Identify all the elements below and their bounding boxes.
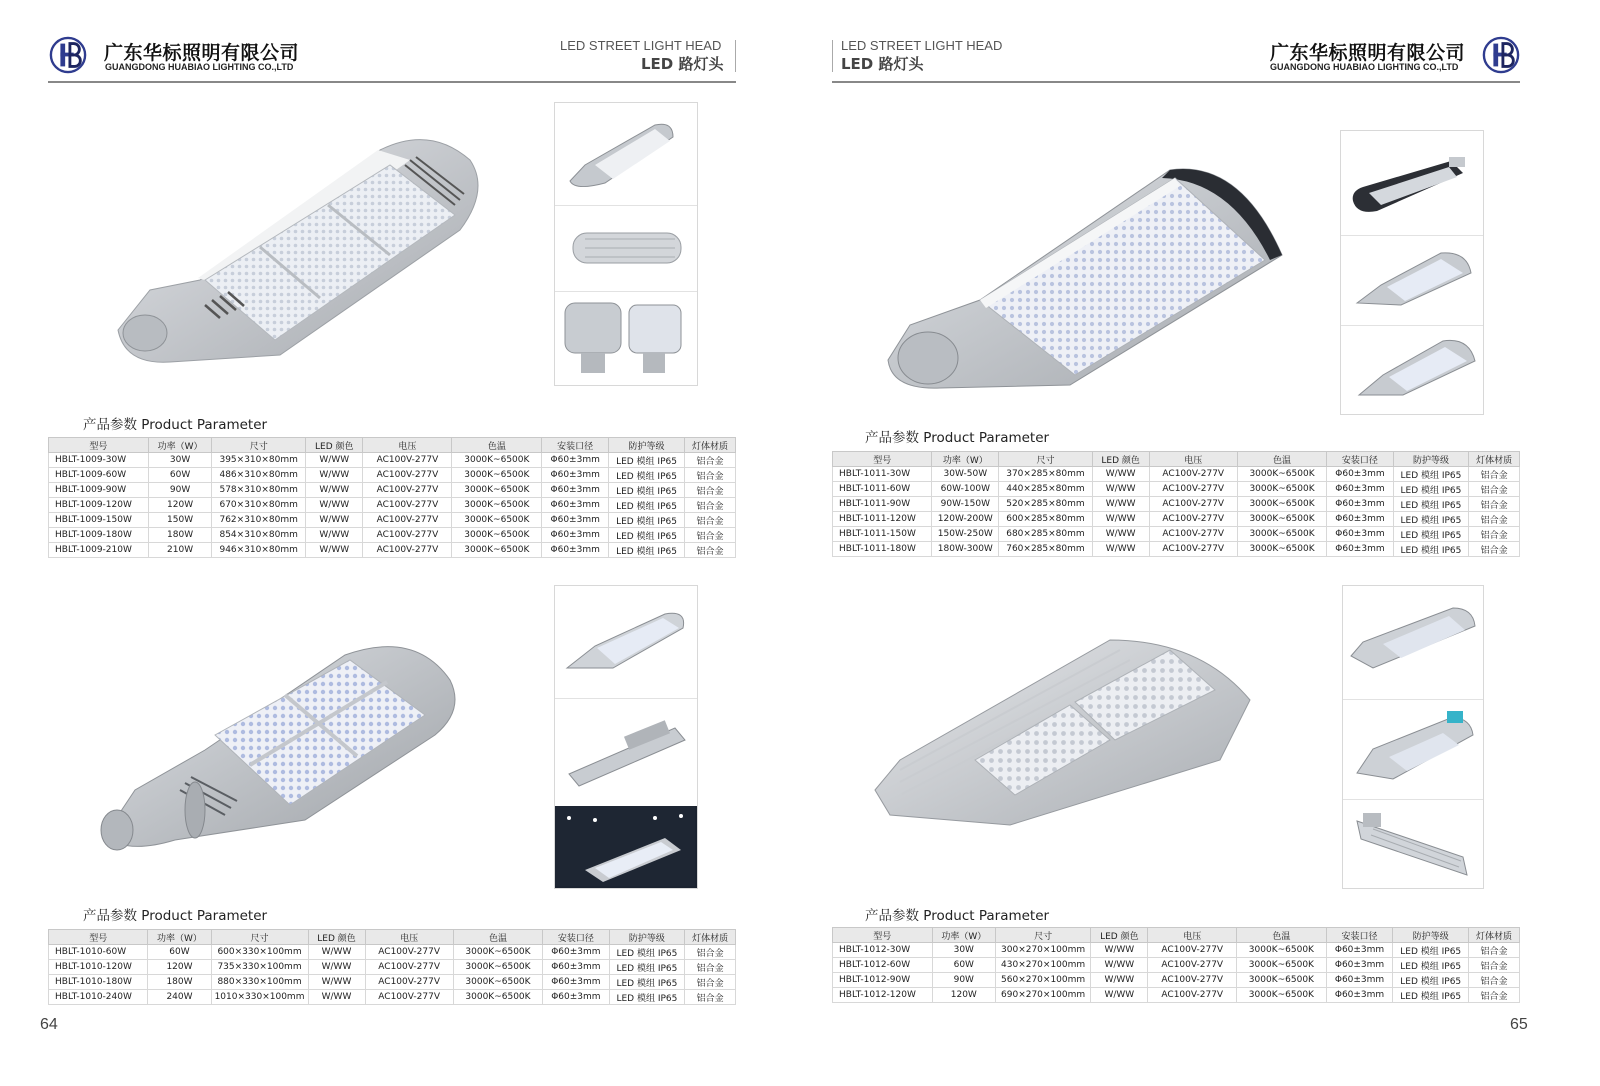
table-row: [49, 975, 736, 990]
table-header-cell: 尺寸: [212, 438, 306, 453]
table-header-cell: LED 颜色: [1092, 452, 1149, 467]
table-cell: HBLT-1011-150W: [833, 527, 932, 542]
table-cell: 3000K~6500K: [1237, 512, 1326, 527]
table-cell: HBLT-1010-120W: [49, 960, 148, 975]
table-cell: HBLT-1009-30W: [49, 453, 149, 468]
spec-table-hblt1012: [832, 927, 1520, 1003]
table-header-cell: 灯体材质: [1469, 452, 1520, 467]
table-header-cell: 安装口径: [1327, 452, 1393, 467]
company-name-cn: 广东华标照明有限公司: [1270, 42, 1466, 64]
table-cell: 3000K~6500K: [452, 483, 542, 498]
section-title-hblt1009: 产品参数 Product Parameter: [83, 417, 268, 433]
company-logo-icon: [1482, 36, 1520, 74]
table-cell: LED 模组 IP65: [609, 990, 685, 1005]
spec-table-hblt1011: [832, 451, 1520, 557]
thumbnail: [1343, 699, 1483, 800]
thumbnail-night-scene: [555, 806, 697, 888]
category-title-cn: LED 路灯头: [641, 55, 724, 73]
section-title-hblt1012: 产品参数 Product Parameter: [865, 908, 1050, 924]
table-cell: HBLT-1012-120W: [833, 988, 933, 1003]
table-cell: 120W: [148, 960, 211, 975]
table-cell: LED 模组 IP65: [1393, 542, 1469, 557]
table-header-cell: 灯体材质: [1469, 928, 1520, 943]
table-row: [49, 960, 736, 975]
table-cell: 3000K~6500K: [452, 468, 542, 483]
thumbnail: [1343, 799, 1483, 888]
table-cell: 铝合金: [684, 513, 735, 528]
thumbnail-strip-hblt1011: [1340, 130, 1484, 415]
table-header-cell: 尺寸: [995, 928, 1090, 943]
table-row: [49, 453, 736, 468]
table-cell: 370×285×80mm: [999, 467, 1092, 482]
table-cell: Φ60±3mm: [542, 468, 609, 483]
table-cell: LED 模组 IP65: [1393, 482, 1469, 497]
table-cell: W/WW: [1092, 467, 1149, 482]
table-cell: W/WW: [1091, 988, 1148, 1003]
table-cell: Φ60±3mm: [542, 483, 609, 498]
table-cell: 60W: [148, 468, 212, 483]
table-row: [833, 943, 1520, 958]
table-cell: 3000K~6500K: [1237, 527, 1326, 542]
spec-table-hblt1010: [48, 929, 736, 1005]
table-cell: 60W-100W: [932, 482, 999, 497]
table-header-row: [833, 928, 1520, 943]
thumbnail: [1341, 131, 1483, 236]
table-cell: 600×285×80mm: [999, 512, 1092, 527]
table-cell: AC100V-277V: [1149, 467, 1237, 482]
table-cell: Φ60±3mm: [1327, 482, 1393, 497]
company-name-en: GUANGDONG HUABIAO LIGHTING CO.,LTD: [1270, 62, 1459, 72]
table-cell: Φ60±3mm: [1327, 512, 1393, 527]
table-cell: 578×310×80mm: [212, 483, 306, 498]
table-cell: 铝合金: [685, 990, 736, 1005]
table-cell: 3000K~6500K: [452, 543, 542, 558]
table-row: [833, 482, 1520, 497]
table-cell: 430×270×100mm: [995, 958, 1090, 973]
table-cell: 180W: [148, 975, 211, 990]
table-cell: HBLT-1011-30W: [833, 467, 932, 482]
table-cell: 铝合金: [1469, 467, 1520, 482]
table-cell: HBLT-1010-240W: [49, 990, 148, 1005]
table-cell: LED 模组 IP65: [1393, 497, 1469, 512]
table-cell: 铝合金: [1469, 497, 1520, 512]
table-header-cell: 色温: [1237, 452, 1326, 467]
thumbnail: [555, 291, 697, 385]
table-cell: W/WW: [1091, 973, 1148, 988]
table-cell: Φ60±3mm: [542, 513, 609, 528]
table-cell: 880×330×100mm: [211, 975, 308, 990]
table-cell: HBLT-1010-60W: [49, 945, 148, 960]
thumbnail: [555, 103, 697, 206]
table-cell: LED 模组 IP65: [1393, 958, 1469, 973]
table-row: [49, 498, 736, 513]
table-cell: 120W: [148, 498, 212, 513]
thumbnail: [1343, 586, 1483, 700]
thumbnail: [555, 698, 697, 807]
table-cell: 150W-250W: [932, 527, 999, 542]
page-number-left: 64: [40, 1016, 58, 1033]
table-cell: AC100V-277V: [365, 975, 453, 990]
table-cell: HBLT-1009-60W: [49, 468, 149, 483]
table-cell: W/WW: [306, 453, 363, 468]
table-cell: AC100V-277V: [363, 453, 452, 468]
table-row: [833, 527, 1520, 542]
table-cell: 3000K~6500K: [453, 960, 542, 975]
company-logo-icon: [49, 36, 87, 74]
table-cell: HBLT-1009-180W: [49, 528, 149, 543]
table-cell: 395×310×80mm: [212, 453, 306, 468]
table-cell: W/WW: [306, 498, 363, 513]
table-header-cell: 防护等级: [1393, 928, 1469, 943]
thumbnail: [1341, 235, 1483, 326]
table-cell: LED 模组 IP65: [1393, 467, 1469, 482]
table-cell: LED 模组 IP65: [1393, 973, 1469, 988]
table-header-cell: 安装口径: [1326, 928, 1393, 943]
table-header-cell: 防护等级: [1393, 452, 1469, 467]
table-cell: LED 模组 IP65: [609, 960, 685, 975]
table-row: [833, 988, 1520, 1003]
table-cell: 240W: [148, 990, 211, 1005]
header-rule: [832, 81, 1520, 83]
table-row: [49, 468, 736, 483]
header-divider: [832, 40, 833, 72]
table-cell: W/WW: [306, 513, 363, 528]
table-cell: AC100V-277V: [1149, 542, 1237, 557]
table-cell: 60W: [932, 958, 995, 973]
table-cell: LED 模组 IP65: [609, 543, 685, 558]
thumbnail: [555, 205, 697, 292]
table-cell: 3000K~6500K: [1237, 467, 1326, 482]
table-row: [49, 513, 736, 528]
table-cell: 铝合金: [684, 498, 735, 513]
table-cell: HBLT-1011-90W: [833, 497, 932, 512]
table-header-row: [49, 438, 736, 453]
table-cell: 3000K~6500K: [1237, 497, 1326, 512]
table-cell: 3000K~6500K: [453, 990, 542, 1005]
table-cell: Φ60±3mm: [542, 498, 609, 513]
table-cell: 铝合金: [685, 945, 736, 960]
table-header-cell: 安装口径: [543, 930, 609, 945]
table-row: [833, 973, 1520, 988]
table-cell: 600×330×100mm: [211, 945, 308, 960]
table-header-cell: 型号: [833, 452, 932, 467]
table-cell: 铝合金: [1469, 527, 1520, 542]
product-image-hblt1010: [95, 640, 465, 855]
table-cell: 60W: [148, 945, 211, 960]
table-row: [833, 958, 1520, 973]
table-cell: HBLT-1009-210W: [49, 543, 149, 558]
table-cell: AC100V-277V: [363, 513, 452, 528]
table-cell: AC100V-277V: [363, 483, 452, 498]
table-header-cell: 灯体材质: [684, 438, 735, 453]
table-cell: 铝合金: [684, 483, 735, 498]
table-cell: W/WW: [1092, 497, 1149, 512]
table-header-cell: 安装口径: [542, 438, 609, 453]
product-image-hblt1009: [110, 130, 490, 375]
table-cell: Φ60±3mm: [543, 945, 609, 960]
table-cell: 30W: [932, 943, 995, 958]
table-cell: Φ60±3mm: [1326, 973, 1393, 988]
product-image-hblt1012: [870, 630, 1290, 835]
table-cell: 210W: [148, 543, 212, 558]
table-header-cell: 色温: [1237, 928, 1327, 943]
table-cell: AC100V-277V: [1148, 943, 1237, 958]
table-cell: AC100V-277V: [365, 990, 453, 1005]
table-header-row: [49, 930, 736, 945]
thumbnail: [1341, 325, 1483, 414]
table-cell: 铝合金: [684, 543, 735, 558]
table-cell: 铝合金: [685, 960, 736, 975]
table-cell: AC100V-277V: [1148, 958, 1237, 973]
table-cell: W/WW: [308, 960, 365, 975]
table-cell: HBLT-1012-60W: [833, 958, 933, 973]
table-header-cell: 电压: [363, 438, 452, 453]
table-cell: LED 模组 IP65: [609, 975, 685, 990]
table-cell: AC100V-277V: [1149, 527, 1237, 542]
table-row: [833, 542, 1520, 557]
table-cell: 3000K~6500K: [452, 453, 542, 468]
table-cell: HBLT-1009-150W: [49, 513, 149, 528]
table-row: [49, 528, 736, 543]
table-cell: LED 模组 IP65: [609, 483, 685, 498]
table-cell: LED 模组 IP65: [609, 468, 685, 483]
table-cell: 120W-200W: [932, 512, 999, 527]
table-cell: Φ60±3mm: [542, 528, 609, 543]
table-cell: 1010×330×100mm: [211, 990, 308, 1005]
table-cell: W/WW: [308, 975, 365, 990]
table-cell: 180W-300W: [932, 542, 999, 557]
table-cell: Φ60±3mm: [542, 543, 609, 558]
table-cell: HBLT-1009-120W: [49, 498, 149, 513]
table-row: [49, 945, 736, 960]
section-title-hblt1010: 产品参数 Product Parameter: [83, 908, 268, 924]
product-image-hblt1011: [880, 160, 1290, 390]
company-name-cn: 广东华标照明有限公司: [104, 42, 300, 64]
table-header-cell: 色温: [453, 930, 542, 945]
table-cell: 3000K~6500K: [453, 945, 542, 960]
table-cell: 3000K~6500K: [452, 498, 542, 513]
table-cell: LED 模组 IP65: [609, 513, 685, 528]
table-cell: 3000K~6500K: [1237, 542, 1326, 557]
table-row: [833, 497, 1520, 512]
table-cell: LED 模组 IP65: [609, 945, 685, 960]
table-header-cell: 型号: [833, 928, 933, 943]
table-cell: AC100V-277V: [1148, 973, 1237, 988]
table-cell: 180W: [148, 528, 212, 543]
category-title-en: LED STREET LIGHT HEAD: [560, 38, 722, 53]
table-cell: 90W: [932, 973, 995, 988]
table-cell: AC100V-277V: [363, 543, 452, 558]
table-cell: Φ60±3mm: [1327, 467, 1393, 482]
table-cell: LED 模组 IP65: [609, 453, 685, 468]
table-cell: LED 模组 IP65: [1393, 943, 1469, 958]
table-cell: 铝合金: [1469, 958, 1520, 973]
thumbnail-strip-hblt1009: [554, 102, 698, 386]
table-cell: 120W: [932, 988, 995, 1003]
table-header-cell: LED 颜色: [1091, 928, 1148, 943]
table-cell: W/WW: [1091, 943, 1148, 958]
table-cell: 946×310×80mm: [212, 543, 306, 558]
table-cell: 铝合金: [1469, 512, 1520, 527]
table-cell: 735×330×100mm: [211, 960, 308, 975]
table-cell: 90W-150W: [932, 497, 999, 512]
table-cell: 铝合金: [684, 528, 735, 543]
table-cell: Φ60±3mm: [1327, 497, 1393, 512]
table-row: [49, 543, 736, 558]
table-cell: AC100V-277V: [1149, 497, 1237, 512]
table-cell: 铝合金: [1469, 482, 1520, 497]
table-header-cell: 型号: [49, 438, 149, 453]
table-cell: W/WW: [306, 528, 363, 543]
table-cell: 铝合金: [1469, 542, 1520, 557]
table-cell: W/WW: [306, 483, 363, 498]
table-header-cell: 功率（W）: [148, 438, 212, 453]
header-rule: [48, 81, 736, 83]
table-header-cell: 功率（W）: [932, 452, 999, 467]
table-cell: 铝合金: [1469, 943, 1520, 958]
table-header-cell: 尺寸: [211, 930, 308, 945]
table-row: [833, 512, 1520, 527]
table-cell: 680×285×80mm: [999, 527, 1092, 542]
table-cell: LED 模组 IP65: [609, 528, 685, 543]
table-header-cell: 功率（W）: [148, 930, 211, 945]
table-header-cell: 色温: [452, 438, 542, 453]
table-cell: 3000K~6500K: [452, 513, 542, 528]
table-cell: 铝合金: [685, 975, 736, 990]
table-cell: Φ60±3mm: [1327, 527, 1393, 542]
table-header-row: [833, 452, 1520, 467]
table-cell: Φ60±3mm: [1326, 943, 1393, 958]
category-title-en: LED STREET LIGHT HEAD: [841, 38, 1003, 53]
table-cell: 3000K~6500K: [1237, 958, 1327, 973]
table-cell: W/WW: [306, 543, 363, 558]
table-cell: W/WW: [308, 945, 365, 960]
table-cell: AC100V-277V: [363, 528, 452, 543]
table-cell: 486×310×80mm: [212, 468, 306, 483]
table-cell: HBLT-1010-180W: [49, 975, 148, 990]
table-cell: 铝合金: [684, 453, 735, 468]
table-cell: W/WW: [1092, 512, 1149, 527]
table-cell: 670×310×80mm: [212, 498, 306, 513]
table-cell: Φ60±3mm: [1326, 988, 1393, 1003]
table-cell: W/WW: [308, 990, 365, 1005]
table-cell: W/WW: [1092, 527, 1149, 542]
table-cell: 3000K~6500K: [1237, 943, 1327, 958]
table-cell: LED 模组 IP65: [1393, 527, 1469, 542]
table-cell: HBLT-1011-180W: [833, 542, 932, 557]
table-cell: 560×270×100mm: [995, 973, 1090, 988]
table-cell: Φ60±3mm: [542, 453, 609, 468]
table-cell: 762×310×80mm: [212, 513, 306, 528]
table-cell: 300×270×100mm: [995, 943, 1090, 958]
thumbnail: [555, 586, 697, 699]
table-cell: W/WW: [306, 468, 363, 483]
spec-table-hblt1009: [48, 437, 736, 558]
table-cell: 30W: [148, 453, 212, 468]
table-header-cell: 功率（W）: [932, 928, 995, 943]
table-cell: Φ60±3mm: [1326, 958, 1393, 973]
table-cell: 30W-50W: [932, 467, 999, 482]
table-cell: 690×270×100mm: [995, 988, 1090, 1003]
header-divider: [735, 40, 736, 72]
table-cell: 440×285×80mm: [999, 482, 1092, 497]
company-name-en: GUANGDONG HUABIAO LIGHTING CO.,LTD: [105, 62, 294, 72]
table-cell: HBLT-1009-90W: [49, 483, 149, 498]
table-cell: 铝合金: [1469, 973, 1520, 988]
table-row: [49, 483, 736, 498]
table-cell: HBLT-1012-90W: [833, 973, 933, 988]
table-cell: 3000K~6500K: [452, 528, 542, 543]
table-cell: AC100V-277V: [365, 960, 453, 975]
table-header-cell: 型号: [49, 930, 148, 945]
table-cell: 3000K~6500K: [1237, 973, 1327, 988]
table-cell: Φ60±3mm: [1327, 542, 1393, 557]
table-cell: 铝合金: [1469, 988, 1520, 1003]
section-title-hblt1011: 产品参数 Product Parameter: [865, 430, 1050, 446]
table-header-cell: 电压: [1149, 452, 1237, 467]
table-cell: 铝合金: [684, 468, 735, 483]
table-cell: W/WW: [1091, 958, 1148, 973]
page-number-right: 65: [1510, 1016, 1528, 1033]
table-cell: 3000K~6500K: [1237, 988, 1327, 1003]
table-cell: HBLT-1011-60W: [833, 482, 932, 497]
table-cell: HBLT-1012-30W: [833, 943, 933, 958]
table-cell: W/WW: [1092, 482, 1149, 497]
table-header-cell: 电压: [1148, 928, 1237, 943]
table-header-cell: 防护等级: [609, 438, 685, 453]
table-cell: 760×285×80mm: [999, 542, 1092, 557]
category-title-cn: LED 路灯头: [841, 55, 924, 73]
table-cell: 3000K~6500K: [1237, 482, 1326, 497]
table-cell: AC100V-277V: [363, 498, 452, 513]
table-cell: AC100V-277V: [1148, 988, 1237, 1003]
table-cell: AC100V-277V: [1149, 482, 1237, 497]
table-cell: HBLT-1011-120W: [833, 512, 932, 527]
table-cell: AC100V-277V: [363, 468, 452, 483]
table-cell: 150W: [148, 513, 212, 528]
thumbnail-strip-hblt1010: [554, 585, 698, 889]
table-header-cell: 灯体材质: [685, 930, 736, 945]
table-cell: W/WW: [1092, 542, 1149, 557]
table-cell: LED 模组 IP65: [1393, 988, 1469, 1003]
table-cell: AC100V-277V: [1149, 512, 1237, 527]
table-cell: LED 模组 IP65: [609, 498, 685, 513]
table-header-cell: 电压: [365, 930, 453, 945]
table-cell: Φ60±3mm: [543, 975, 609, 990]
table-header-cell: LED 颜色: [306, 438, 363, 453]
table-cell: LED 模组 IP65: [1393, 512, 1469, 527]
table-header-cell: 防护等级: [609, 930, 685, 945]
table-header-cell: 尺寸: [999, 452, 1092, 467]
table-cell: 3000K~6500K: [453, 975, 542, 990]
table-cell: Φ60±3mm: [543, 960, 609, 975]
table-row: [49, 990, 736, 1005]
catalog-page-right: [800, 0, 1600, 1086]
table-header-cell: LED 颜色: [308, 930, 365, 945]
table-row: [833, 467, 1520, 482]
thumbnail-strip-hblt1012: [1342, 585, 1484, 889]
table-cell: AC100V-277V: [365, 945, 453, 960]
table-cell: 520×285×80mm: [999, 497, 1092, 512]
table-cell: 854×310×80mm: [212, 528, 306, 543]
table-cell: Φ60±3mm: [543, 990, 609, 1005]
table-cell: 90W: [148, 483, 212, 498]
